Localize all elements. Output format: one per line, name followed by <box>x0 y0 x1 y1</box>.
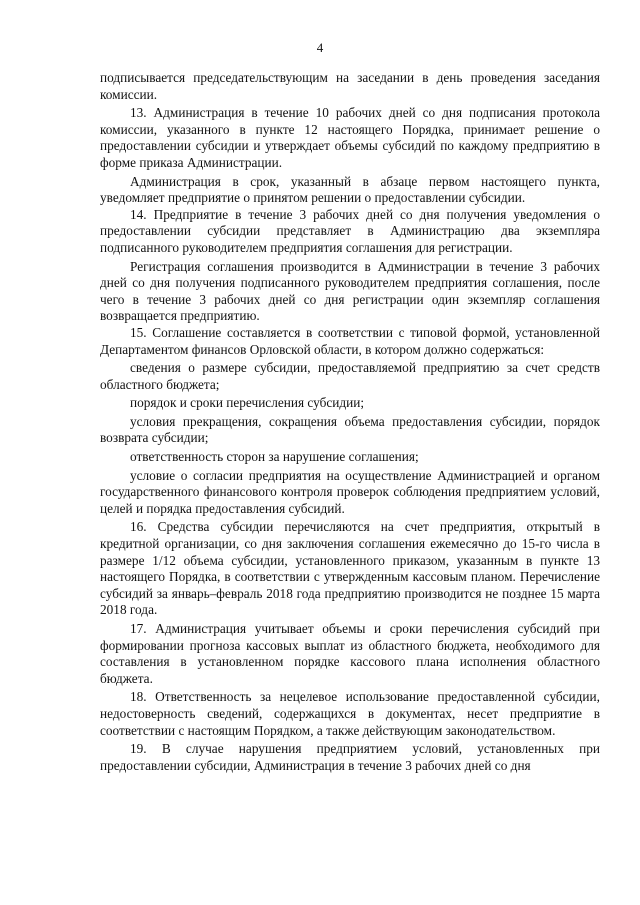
document-body <box>100 70 600 774</box>
paragraph-13-notification: Администрация в срок, указанный в абзаце первом настоящего пункта, уведомляет предприятие о принятом решении о предоставлении субсидии. <box>100 173 600 206</box>
paragraph-17: 17. Администрация учитывает объемы и сроки перечисления субсидий при формировании прогноза кассовых выплат из областного бюджета, необходимого для составления в установленном порядке кассового плана исполнения областного бюджета. <box>100 621 600 686</box>
paragraph-18: 18. Ответственность за нецелевое использование предоставленной субсидии, недостоверность сведений, содержащихся в документах, несет предприятие в соответствии с настоящим Порядком, а также действующим законодательством. <box>100 689 600 738</box>
list-item-transfer-terms: порядок и сроки перечисления субсидии; <box>130 395 365 411</box>
paragraph-16: 16. Средства субсидии перечисляются на счет предприятия, открытый в кредитной организации, со дня заключения соглашения ежемесячно до 15-го числа в размере 1/12 объема субсидии, установленного приказом, указанным в пункте 13 настоящего Порядка, в соответствии с утвержденным кассовым планом. Перечисление субсидий за январь–февраль 2018 года предприятию производится не позднее 15 марта 2018 года. <box>100 519 600 618</box>
page-number: 4 <box>316 40 324 55</box>
list-item-subsidy-size: сведения о размере субсидии, предоставляемой предприятию за счет средств областного бюджета; <box>100 360 600 392</box>
paragraph-14: 14. Предприятие в течение 3 рабочих дней со дня получения уведомления о предоставлении субсидии представляет в Администрацию два экземпляра подписанного руководителем предприятия соглашения для регистрации. <box>100 206 600 255</box>
paragraph-13: 13. Администрация в течение 10 рабочих дней со дня подписания протокола комиссии, указанного в пункте 12 настоящего Порядка, принимает решение о предоставлении субсидии и утверждает объемы субсидий по каждому предприятию в форме приказа Администрации. <box>100 105 600 170</box>
paragraph-continuation: подписывается председательствующим на заседании в день проведения заседания комиссии. <box>100 70 600 102</box>
list-item-liability: ответственность сторон за нарушение соглашения; <box>130 449 419 465</box>
list-item-audit-consent: условие о согласии предприятия на осуществление Администрацией и органом государственного финансового контроля проверок соблюдения предприятием условий, целей и порядка предоставления субсидий. <box>100 467 600 516</box>
list-item-termination-conditions: условия прекращения, сокращения объема предоставления субсидии, порядок возврата субсидии; <box>100 413 600 446</box>
paragraph-19: 19. В случае нарушения предприятием условий, установленных при предоставлении субсидии, Администрация в течение 3 рабочих дней со дня <box>100 741 600 773</box>
paragraph-14-registration: Регистрация соглашения производится в Администрации в течение 3 рабочих дней со дня получения подписанного руководителем предприятия соглашения, после чего в течение 3 рабочих дней со дня регистрации один экземпляр соглашения возвращается предприятию. <box>100 258 600 324</box>
paragraph-15: 15. Соглашение составляется в соответствии с типовой формой, установленной Департаментом финансов Орловской области, в котором должно содержаться: <box>100 324 600 357</box>
